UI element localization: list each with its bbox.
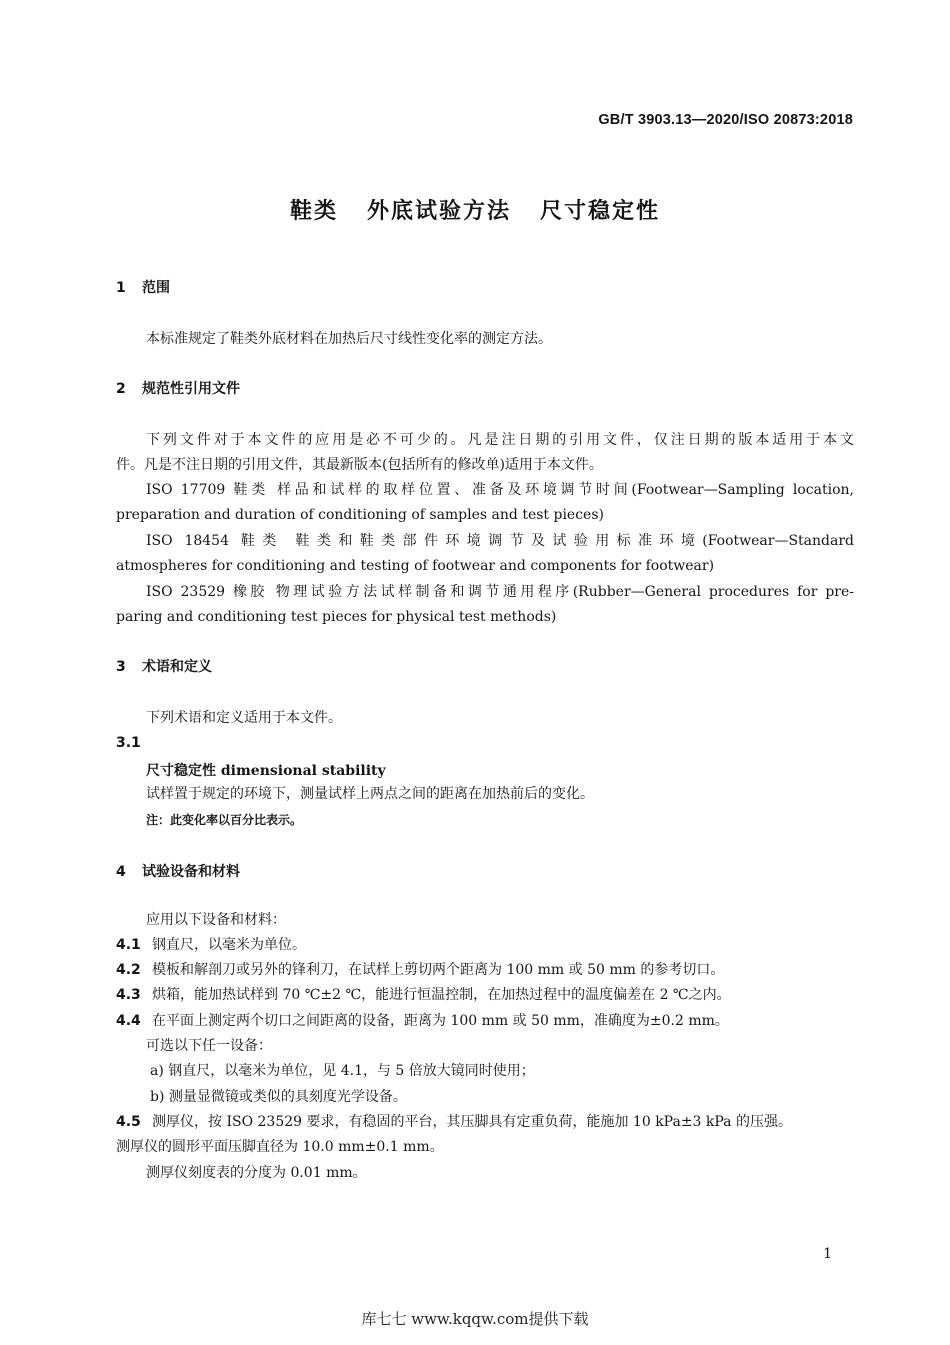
item-4-2 <box>116 958 724 983</box>
item-4-1 <box>116 933 306 958</box>
section-number: 1 <box>116 280 126 296</box>
standard-number: GB/T 3903.13—2020/ISO 20873:2018 <box>598 112 853 128</box>
reference-iso-18454-line1: ISO 18454 鞋类 鞋类和鞋类部件环境调节及试验用标准环境(Footwear—Standard <box>146 533 854 549</box>
item-text: 在平面上测定两个切口之间距离的设备，距离为 100 mm 或 50 mm，准确度为±0.2 mm。 <box>152 1013 729 1029</box>
section-number: 4 <box>116 864 126 880</box>
document-title: 鞋类 外底试验方法 尺寸稳定性 <box>290 199 660 224</box>
reference-iso-17709-line2: preparation and duration of conditioning of samples and test pieces) <box>116 507 604 523</box>
clause-3-1-number: 3.1 <box>116 735 141 751</box>
item-number: 4.5 <box>116 1114 141 1130</box>
section-4-intro: 应用以下设备和材料： <box>146 912 286 928</box>
item-4-4-subintro: 可选以下任一设备： <box>146 1038 272 1054</box>
section-3-heading <box>116 656 212 676</box>
item-4-5-line2: 测厚仪的圆形平面压脚直径为 10.0 mm±0.1 mm。 <box>116 1139 444 1155</box>
item-number: 4.3 <box>116 987 141 1003</box>
item-number: 4.1 <box>116 937 141 953</box>
section-3-intro: 下列术语和定义适用于本文件。 <box>146 710 342 726</box>
reference-iso-23529-line1: ISO 23529 橡胶 物理试验方法试样制备和调节通用程序(Rubber—General procedures for pre- <box>146 584 854 600</box>
reference-iso-17709-line1: ISO 17709 鞋类 样品和试样的取样位置、准备及环境调节时间(Footwear—Sampling location, <box>146 482 854 498</box>
item-4-4-option-a: a) 钢直尺，以毫米为单位，见 4.1，与 5 倍放大镜同时使用； <box>150 1063 535 1079</box>
section-1-body: 本标准规定了鞋类外底材料在加热后尺寸线性变化率的测定方法。 <box>146 331 552 347</box>
item-number: 4.4 <box>116 1013 141 1029</box>
section-4-heading <box>116 861 240 881</box>
term-definition: 试样置于规定的环境下，测量试样上两点之间的距离在加热前后的变化。 <box>146 786 594 802</box>
section-number: 2 <box>116 381 126 397</box>
item-4-5-line3: 测厚仪刻度表的分度为 0.01 mm。 <box>146 1165 367 1181</box>
reference-iso-18454-line2: atmospheres for conditioning and testing of footwear and components for footwear) <box>116 558 715 574</box>
item-4-5-line1 <box>116 1110 792 1135</box>
item-text: 模板和解剖刀或另外的锋利刀，在试样上剪切两个距离为 100 mm 或 50 mm 的参考切口。 <box>152 962 725 978</box>
section-title: 术语和定义 <box>142 659 212 675</box>
section-2-heading <box>116 378 240 398</box>
item-text: 烘箱，能加热试样到 70 ℃±2 ℃，能进行恒温控制，在加热过程中的温度偏差在 2 ℃之内。 <box>152 987 731 1003</box>
section-number: 3 <box>116 659 126 675</box>
page-number: 1 <box>823 1246 832 1262</box>
reference-iso-23529-line2: paring and conditioning test pieces for physical test methods) <box>116 609 557 625</box>
item-number: 4.2 <box>116 962 141 978</box>
item-text: 钢直尺，以毫米为单位。 <box>152 937 306 953</box>
section-2-intro-line1: 下列文件对于本文件的应用是必不可少的。凡是注日期的引用文件，仅注日期的版本适用于本文 <box>146 432 854 448</box>
download-footer: 库七七 www.kqqw.com提供下载 <box>361 1310 589 1328</box>
item-4-4-option-b: b) 测量显微镜或类似的具刻度光学设备。 <box>150 1089 407 1105</box>
item-text: 测厚仪，按 ISO 23529 要求，有稳固的平台，其压脚具有定重负荷，能施加 10 kPa±3 kPa 的压强。 <box>152 1114 792 1130</box>
section-1-heading <box>116 277 170 297</box>
term-note: 注：此变化率以百分比表示。 <box>146 813 303 827</box>
section-title: 范围 <box>142 280 170 296</box>
item-4-4 <box>116 1009 729 1034</box>
section-title: 试验设备和材料 <box>142 864 240 880</box>
section-2-intro-line2: 件。凡是不注日期的引用文件，其最新版本(包括所有的修改单)适用于本文件。 <box>116 457 603 473</box>
term-dimensional-stability: 尺寸稳定性 dimensional stability <box>146 763 386 779</box>
section-title: 规范性引用文件 <box>142 381 240 397</box>
item-4-3 <box>116 983 731 1008</box>
